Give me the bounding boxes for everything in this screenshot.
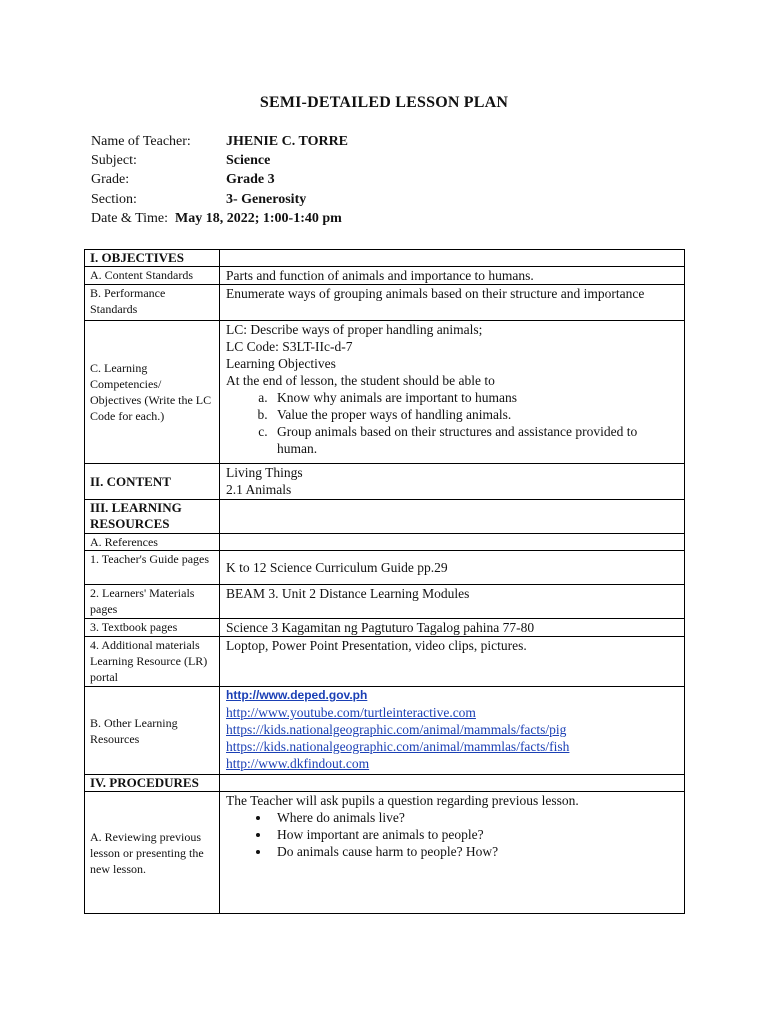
resources-header: III. LEARNING RESOURCES (85, 500, 220, 534)
link-natgeo-fish[interactable]: https://kids.nationalgeographic.com/animal/mammlas/facts/fish (226, 739, 570, 754)
teachers-guide-label: 1. Teacher's Guide pages (85, 551, 220, 585)
additional-materials-label: 4. Additional materials Learning Resource (LR) portal (85, 637, 220, 687)
reviewing-intro: The Teacher will ask pupils a question regarding previous lesson. (226, 793, 579, 808)
objectives-header-blank (220, 250, 685, 267)
lc-text: LC: Describe ways of proper handling animals; (226, 322, 483, 337)
lesson-plan-table (84, 249, 685, 914)
info-row-subject (91, 151, 348, 170)
table-row (85, 687, 685, 775)
textbook-label: 3. Textbook pages (85, 619, 220, 637)
table-row (85, 500, 685, 534)
teacher-label: Name of Teacher: (91, 134, 191, 149)
other-resources-links (220, 687, 685, 775)
learners-materials-value: BEAM 3. Unit 2 Distance Learning Modules (220, 585, 685, 619)
competencies-label: C. Learning Competencies/ Objectives (Write the LC Code for each.) (85, 321, 220, 464)
list-item: • How important are animals to people? (271, 826, 678, 843)
table-row (85, 637, 685, 687)
grade-value: Grade 3 (226, 172, 275, 188)
page-title: SEMI-DETAILED LESSON PLAN (259, 94, 509, 111)
textbook-value: Science 3 Kagamitan ng Pagtuturo Tagalog pahina 77-80 (220, 619, 685, 637)
objectives-heading: Learning Objectives (226, 356, 336, 371)
table-row (85, 285, 685, 321)
table-row (85, 551, 685, 585)
datetime-label: Date & Time: (91, 210, 169, 226)
content-standards-label: A. Content Standards (85, 267, 220, 285)
table-row (85, 585, 685, 619)
competencies-value (220, 321, 685, 464)
table-row (85, 619, 685, 637)
resources-header-blank (220, 500, 685, 534)
objectives-list (226, 389, 678, 457)
link-natgeo-pig[interactable]: https://kids.nationalgeographic.com/animal/mammals/facts/pig (226, 722, 567, 737)
section-value: 3- Generosity (226, 191, 307, 207)
info-row-datetime (91, 209, 348, 228)
table-row (85, 464, 685, 500)
info-row-grade (91, 170, 348, 189)
reviewing-label: A. Reviewing previous lesson or presenting the new lesson. (85, 792, 220, 914)
content-header: II. CONTENT (85, 464, 220, 500)
objectives-header: I. OBJECTIVES (85, 250, 220, 267)
content-value (220, 464, 685, 500)
performance-standards-value: Enumerate ways of grouping animals based on their structure and importance (220, 285, 685, 321)
reviewing-questions (226, 809, 678, 860)
table-row (85, 267, 685, 285)
references-label: A. References (85, 534, 220, 551)
list-item: c. Group animals based on their structures and assistance provided to human. (271, 423, 678, 457)
procedures-header-blank (220, 775, 685, 792)
teacher-name: JHENIE C. TORRE (226, 134, 349, 149)
subject-value: Science (226, 153, 271, 169)
list-item: b. Value the proper ways of handling animals. (271, 406, 678, 423)
table-row (85, 775, 685, 792)
link-youtube[interactable]: http://www.youtube.com/turtleinteractive.com (226, 705, 476, 720)
link-dkfindout[interactable]: http://www.dkfindout.com (226, 756, 370, 771)
objectives-intro: At the end of lesson, the student should be able to (226, 373, 495, 388)
section-label: Section: (91, 191, 137, 207)
list-item: • Do animals cause harm to people? How? (271, 843, 678, 860)
info-row-section (91, 190, 348, 209)
content-standards-value: Parts and function of animals and importance to humans. (220, 267, 685, 285)
performance-standards-label: B. Performance Standards (85, 285, 220, 321)
lc-code: LC Code: S3LT-IIc-d-7 (226, 339, 353, 354)
link-deped[interactable]: http://www.deped.gov.ph (226, 688, 368, 702)
procedures-header: IV. PROCEDURES (85, 775, 220, 792)
content-line: 2.1 Animals (226, 482, 292, 497)
table-row (85, 250, 685, 267)
table-row (85, 534, 685, 551)
other-resources-label: B. Other Learning Resources (85, 687, 220, 775)
references-blank (220, 534, 685, 551)
reviewing-value (220, 792, 685, 914)
additional-materials-value: Loptop, Power Point Presentation, video clips, pictures. (220, 637, 685, 687)
table-row (85, 321, 685, 464)
table-row (85, 792, 685, 914)
datetime-value: May 18, 2022; 1:00-1:40 pm (175, 210, 342, 226)
list-item: a. Know why animals are important to humans (271, 389, 678, 406)
grade-label: Grade: (91, 172, 130, 188)
learners-materials-label: 2. Learners' Materials pages (85, 585, 220, 619)
content-line: Living Things (226, 465, 303, 480)
teacher-info (91, 132, 348, 228)
subject-label: Subject: (91, 153, 137, 169)
info-row-teacher (91, 132, 348, 151)
list-item: • Where do animals live? (271, 809, 678, 826)
teachers-guide-value: K to 12 Science Curriculum Guide pp.29 (220, 551, 685, 585)
